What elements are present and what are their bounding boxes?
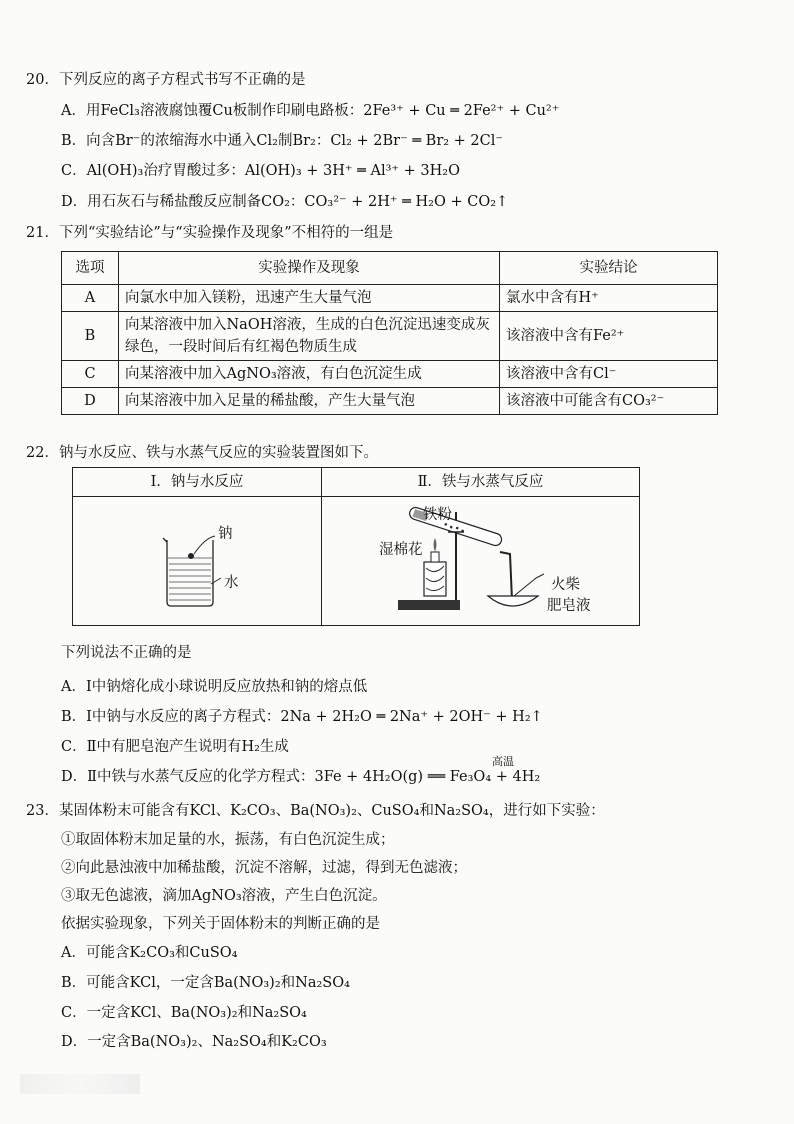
row-label: A [62,285,119,312]
q20-option-c: C．Al(OH)₃治疗胃酸过多：Al(OH)₃ + 3H⁺ ═ Al³⁺ + 3H₂O [61,163,460,179]
row-conclusion: 氯水中含有H⁺ [500,285,718,312]
q23-option-a: A．可能含K₂CO₃和CuSO₄ [61,945,238,961]
label-sodium: 钠 [218,526,233,542]
q22-option-d: D．Ⅱ中铁与水蒸气反应的化学方程式：3Fe + 4H₂O(g) ══ Fe₃O₄ + 4H₂ [61,769,541,785]
q22-option-a: A．Ⅰ中钠熔化成小球说明反应放热和钠的熔点低 [61,679,368,695]
row-conclusion: 该溶液中含有Fe²⁺ [500,312,718,361]
q20-option-d: D．用石灰石与稀盐酸反应制备CO₂：CO₃²⁻ + 2H⁺ ═ H₂O + CO₂↑ [61,194,509,210]
table-row [62,285,718,312]
q23-option-b: B．可能含KCl，一定含Ba(NO₃)₂和Na₂SO₄ [61,975,350,991]
table-header-row [62,252,718,285]
scan-smudge [20,1074,140,1094]
table-row [62,312,718,361]
label-soap-solution: 肥皂液 [547,598,591,614]
label-iron-powder: 铁粉 [423,507,452,523]
table-row [62,361,718,388]
label-wet-cotton: 湿棉花 [379,542,423,558]
q22-question: 下列说法不正确的是 [61,645,192,661]
q23-step-1: ①取固体粉末加足量的水，振荡，有白色沉淀生成； [61,832,395,848]
table-row [62,388,718,415]
fig-right-title: Ⅱ．铁与水蒸气反应 [417,474,544,490]
header-operation: 实验操作及现象 [119,252,500,285]
q22-option-c: C．Ⅱ中有肥皂泡产生说明有H₂生成 [61,739,289,755]
q23-option-d: D．一定含Ba(NO₃)₂、Na₂SO₄和K₂CO₃ [61,1034,327,1050]
q22-stem: 22．钠与水反应、铁与水蒸气反应的实验装置图如下。 [26,445,378,461]
q20-option-b: B．向含Br⁻的浓缩海水中通入Cl₂制Br₂：Cl₂ + 2Br⁻ ═ Br₂ + 2Cl⁻ [61,133,504,149]
q23-step-3: ③取无色滤液，滴加AgNO₃溶液，产生白色沉淀。 [61,888,387,904]
header-option: 选项 [62,252,119,285]
header-conclusion: 实验结论 [500,252,718,285]
q22-condition: 高温 [492,755,514,768]
iron-steam-apparatus [388,504,558,616]
row-operation: 向某溶液中加入NaOH溶液，生成的白色沉淀迅速变成灰绿色，一段时间后有红褐色物质生成 [119,312,500,361]
label-match: 火柴 [551,577,580,593]
row-label: D [62,388,119,415]
q23-option-c: C．一定含KCl、Ba(NO₃)₂和Na₂SO₄ [61,1005,307,1021]
row-operation: 向某溶液中加入AgNO₃溶液，有白色沉淀生成 [119,361,500,388]
fig-left-title: Ⅰ．钠与水反应 [150,474,244,490]
q21-stem: 21．下列“实验结论”与“实验操作及现象”不相符的一组是 [26,225,394,241]
row-operation: 向某溶液中加入足量的稀盐酸，产生大量气泡 [119,388,500,415]
q22-figure [72,467,640,626]
row-label: B [62,312,119,361]
q23-stem: 23．某固体粉末可能含有KCl、K₂CO₃、Ba(NO₃)₂、CuSO₄和Na₂SO₄，进行如下实验： [26,803,605,819]
q20-option-a: A．用FeCl₃溶液腐蚀覆Cu板制作印刷电路板：2Fe³⁺ + Cu ═ 2Fe²⁺ + Cu²⁺ [61,103,560,119]
row-operation: 向氯水中加入镁粉，迅速产生大量气泡 [119,285,500,312]
row-label: C [62,361,119,388]
row-conclusion: 该溶液中含有Cl⁻ [500,361,718,388]
q22-option-b: B．Ⅰ中钠与水反应的离子方程式：2Na + 2H₂O ═ 2Na⁺ + 2OH⁻ + H₂↑ [61,709,543,725]
q23-step-2: ②向此悬浊液中加稀盐酸，沉淀不溶解，过滤，得到无色滤液； [61,860,467,876]
label-water: 水 [224,575,239,591]
q20-stem: 20．下列反应的离子方程式书写不正确的是 [26,72,306,88]
q23-question: 依据实验现象，下列关于固体粉末的判断正确的是 [61,916,380,932]
q21-table [61,251,718,415]
row-conclusion: 该溶液中可能含有CO₃²⁻ [500,388,718,415]
